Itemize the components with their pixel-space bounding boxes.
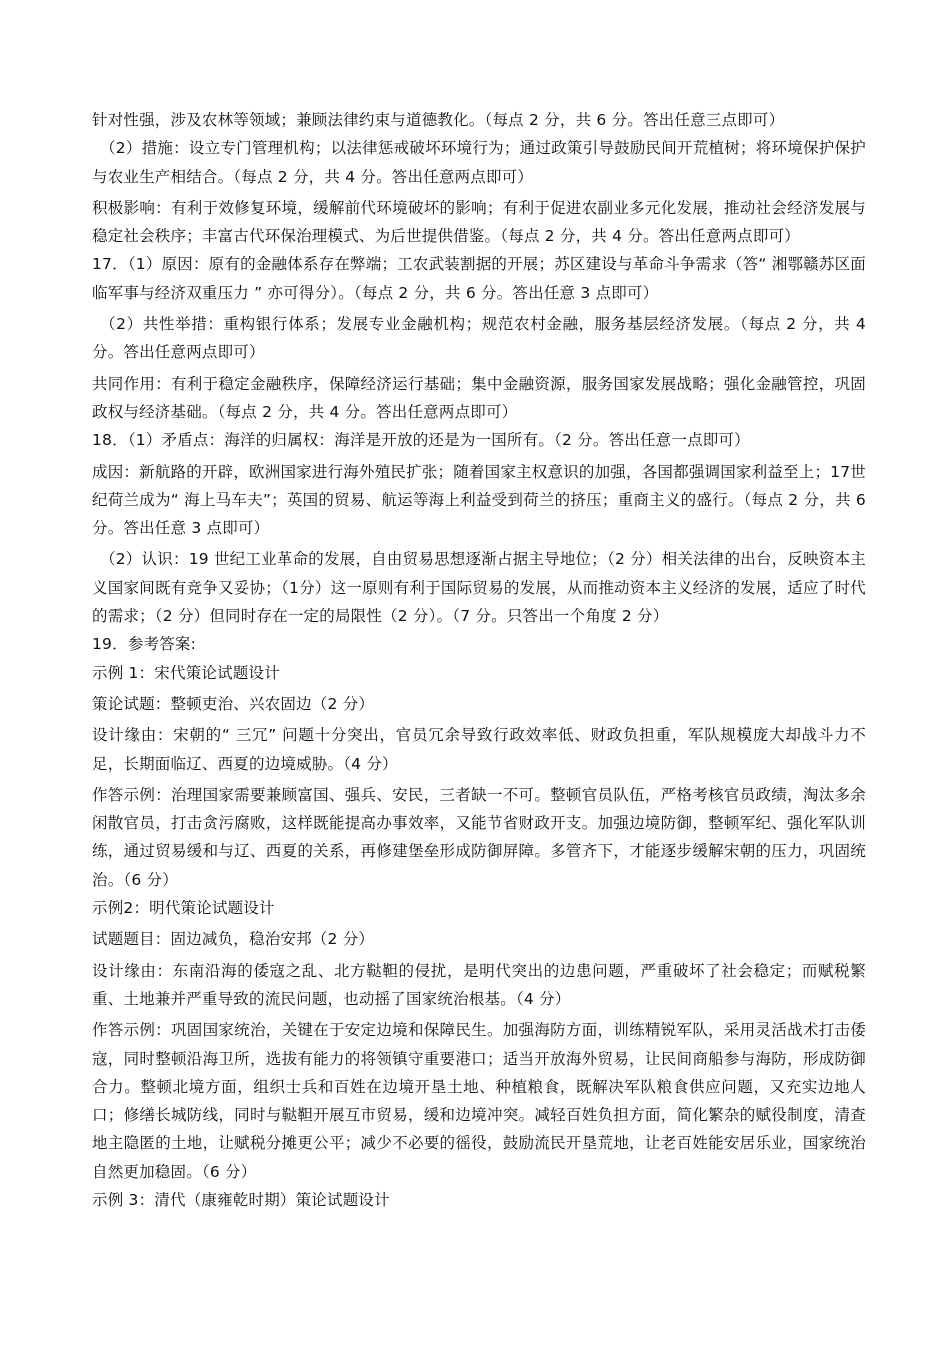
answer-paragraph: （2）认识：19 世纪工业革命的发展，自由贸易思想逐渐占据主导地位；（2 分）相关法律的出台，反映资本主义国家间既有竞争又妥协；（1分）这一原则有利于国际贸易的发展，从而推动资本主义经济的发展，适应了时代的需求；（2 分）但同时存在一定的局限性（2 分）。（7 分。只答出一个角度 2 分） xyxy=(92,550,866,626)
answer-paragraph: 18．（1）矛盾点：海洋的归属权：海洋是开放的还是为一国所有。（2 分。答出任意一点即可） xyxy=(92,431,750,450)
answer-paragraph: 共同作用：有利于稳定金融秩序，保障经济运行基础；集中金融资源，服务国家发展战略；强化金融管控，巩固政权与经济基础。（每点 2 分，共 4 分。答出任意两点即可） xyxy=(92,374,866,421)
answer-paragraph: （2）措施：设立专门管理机构；以法律惩戒破坏环境行为；通过政策引导鼓励民间开荒植树；将环境保护保护与农业生产相结合。（每点 2 分，共 4 分。答出任意两点即可） xyxy=(92,139,866,186)
example-heading: 示例 3：清代（康雍乾时期）策论试题设计 xyxy=(92,1190,390,1209)
question-heading: 19．参考答案: xyxy=(92,635,197,654)
answer-paragraph: 积极影响：有利于效修复环境，缓解前代环境破坏的影响；有利于促进农副业多元化发展，推动社会经济发展与稳定社会秩序；丰富古代环保治理模式、为后世提供借鉴。（每点 2 分，共 4 分。答出任意两点即可） xyxy=(92,198,866,246)
answer-paragraph: 策论试题：整顿吏治、兴农固边（2 分） xyxy=(92,694,375,713)
answer-paragraph: 设计缘由：宋朝的“ 三冗” 问题十分突出，官员冗余导致行政效率低、财政负担重，军队规模庞大却战斗力不足，长期面临辽、西夏的边境威胁。（4 分） xyxy=(92,726,866,773)
answer-paragraph: 作答示例：巩固国家统治，关键在于安定边境和保障民生。加强海防方面，训练精锐军队，采用灵活战术打击倭寇，同时整顿沿海卫所，选拔有能力的将领镇守重要港口；适当开放海外贸易，让民间商船参与海防，形成防御合力。整顿北境方面，组织士兵和百姓在边境开垦土地、种植粮食，既解决军队粮食供应问题，又充实边地人口；修缮长城防线，同时与鞑靼开展互市贸易，缓和边境冲突。减轻百姓负担方面，简化繁杂的赋役制度，清查地主隐匿的土地，让赋税分摊更公平；减少不必要的徭役，鼓励流民开垦荒地，让老百姓能安居乐业，国家统治自然更加稳固。（6 分） xyxy=(92,1021,866,1181)
answer-paragraph: 作答示例：治理国家需要兼顾富国、强兵、安民，三者缺一不可。整顿官员队伍，严格考核官员政绩，淘汰多余闲散官员，打击贪污腐败，这样既能提高办事效率，又能节省财政开支。加强边境防御，整顿军纪、强化军队训练，通过贸易缓和与辽、西夏的关系，再修建堡垒形成防御屏障。多管齐下，才能逐步缓解宋朝的压力，巩固统治。（6 分） xyxy=(92,785,866,889)
answer-paragraph: （2）共性举措：重构银行体系；发展专业金融机构；规范农村金融，服务基层经济发展。（每点 2 分，共 4 分。答出任意两点即可） xyxy=(92,315,866,362)
answer-paragraph: 设计缘由：东南沿海的倭寇之乱、北方鞑靼的侵扰，是明代突出的边患问题，严重破坏了社会稳定；而赋税繁重、土地兼并严重导致的流民问题，也动摇了国家统治根基。（4 分） xyxy=(92,961,866,1008)
example-heading: 示例 1：宋代策论试题设计 xyxy=(92,663,280,682)
answer-paragraph: 成因：新航路的开辟，欧洲国家进行海外殖民扩张；随着国家主权意识的加强，各国都强调国家利益至上；17世纪荷兰成为“ 海上马车夫”；英国的贸易、航运等海上利益受到荷兰的挤压；重商主义的盛行。（每点 2 分，共 6 分。答出任意 3 点即可） xyxy=(92,462,866,538)
answer-paragraph: 17．（1）原因：原有的金融体系存在弊端；工农武装割据的开展；苏区建设与革命斗争需求（答“ 湘鄂赣苏区面临军事与经济双重压力 ” 亦可得分）。（每点 2 分，共 6 分。答出任意 3 点即可） xyxy=(92,255,866,302)
example-heading: 示例2：明代策论试题设计 xyxy=(92,899,275,918)
answer-paragraph: 试题题目：固边减负，稳治安邦（2 分） xyxy=(92,930,375,949)
answer-paragraph: 针对性强，涉及农林等领域；兼顾法律约束与道德教化。（每点 2 分，共 6 分。答出任意三点即可） xyxy=(92,111,785,129)
